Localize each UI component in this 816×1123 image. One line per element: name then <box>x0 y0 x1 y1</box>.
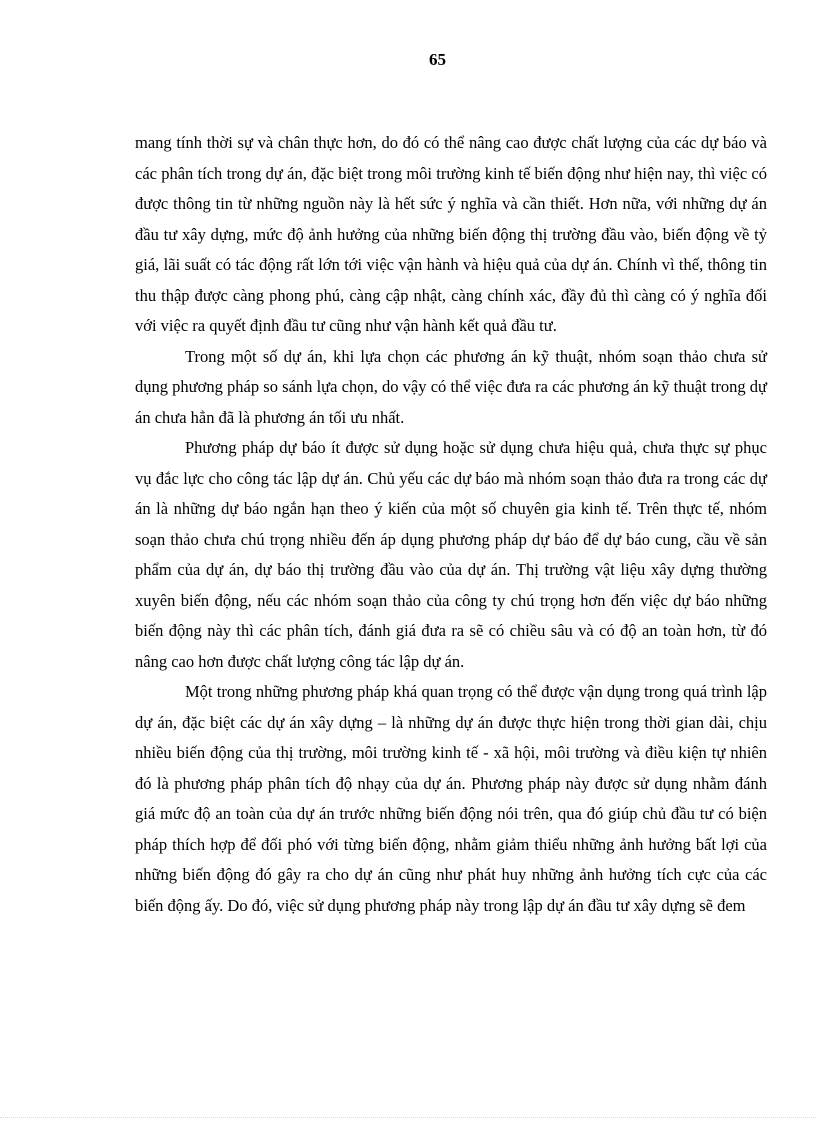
page-body <box>135 128 767 921</box>
page-bottom-border <box>0 1117 816 1118</box>
paragraph-2: Trong một số dự án, khi lựa chọn các phương án kỹ thuật, nhóm soạn thảo chưa sử dụng phương pháp so sánh lựa chọn, do vậy có thể việc đưa ra các phương án kỹ thuật trong dự án chưa hẳn đã là phương án tối ưu nhất. <box>135 346 767 427</box>
paragraph-3: Phương pháp dự báo ít được sử dụng hoặc sử dụng chưa hiệu quả, chưa thực sự phục vụ đắc lực cho công tác lập dự án. Chủ yếu các dự báo mà nhóm soạn thảo đưa ra trong các dự án là những dự báo ngắn hạn theo ý kiến của một số chuyên gia kinh tế. Trên thực tế, nhóm soạn thảo chưa chú trọng nhiều đến áp dụng phương pháp dự báo để dự báo cung, cầu về sản phẩm của dự án, dự báo thị trường đầu vào của dự án. Thị trường vật liệu xây dựng thường xuyên biến động, nếu các nhóm soạn thảo của công ty chú trọng hơn đến việc dự báo những biến động này thì các phân tích, đánh giá đưa ra sẽ có chiều sâu và có độ an toàn hơn, từ đó nâng cao hơn được chất lượng công tác lập dự án. <box>135 438 767 671</box>
page-number: 65 <box>429 50 446 69</box>
paragraph-4: Một trong những phương pháp khá quan trọng có thể được vận dụng trong quá trình lập dự án, đặc biệt các dự án xây dựng – là những dự án được thực hiện trong thời gian dài, chịu nhiều biến động của thị trường, môi trường kinh tế - xã hội, môi trường và điều kiện tự nhiên đó là phương pháp phân tích độ nhạy của dự án. Phương pháp này được sử dụng nhằm đánh giá mức độ an toàn của dự án trước những biến động nói trên, qua đó giúp chủ đầu tư có biện pháp thích hợp để đối phó với từng biến động, nhằm giảm thiểu những ảnh hưởng bất lợi của những biến động đó gây ra cho dự án cũng như phát huy những ảnh hưởng tích cực của các biến động ấy. Do đó, việc sử dụng phương pháp này trong lập dự án đầu tư xây dựng sẽ đem <box>135 682 767 915</box>
paragraph-1: mang tính thời sự và chân thực hơn, do đó có thể nâng cao được chất lượng của các dự báo và các phân tích trong dự án, đặc biệt trong môi trường kinh tế biến động như hiện nay, thì việc có được thông tin từ những nguồn này là hết sức ý nghĩa và cần thiết. Hơn nữa, với những dự án đầu tư xây dựng, mức độ ảnh hưởng của những biến động thị trường đầu vào, biến động về tỷ giá, lãi suất có tác động rất lớn tới việc vận hành và hiệu quả của dự án. Chính vì thế, thông tin thu thập được càng phong phú, càng cập nhật, càng chính xác, đầy đủ thì càng có ý nghĩa đối với việc ra quyết định đầu tư cũng như vận hành kết quả đầu tư. <box>135 133 767 335</box>
